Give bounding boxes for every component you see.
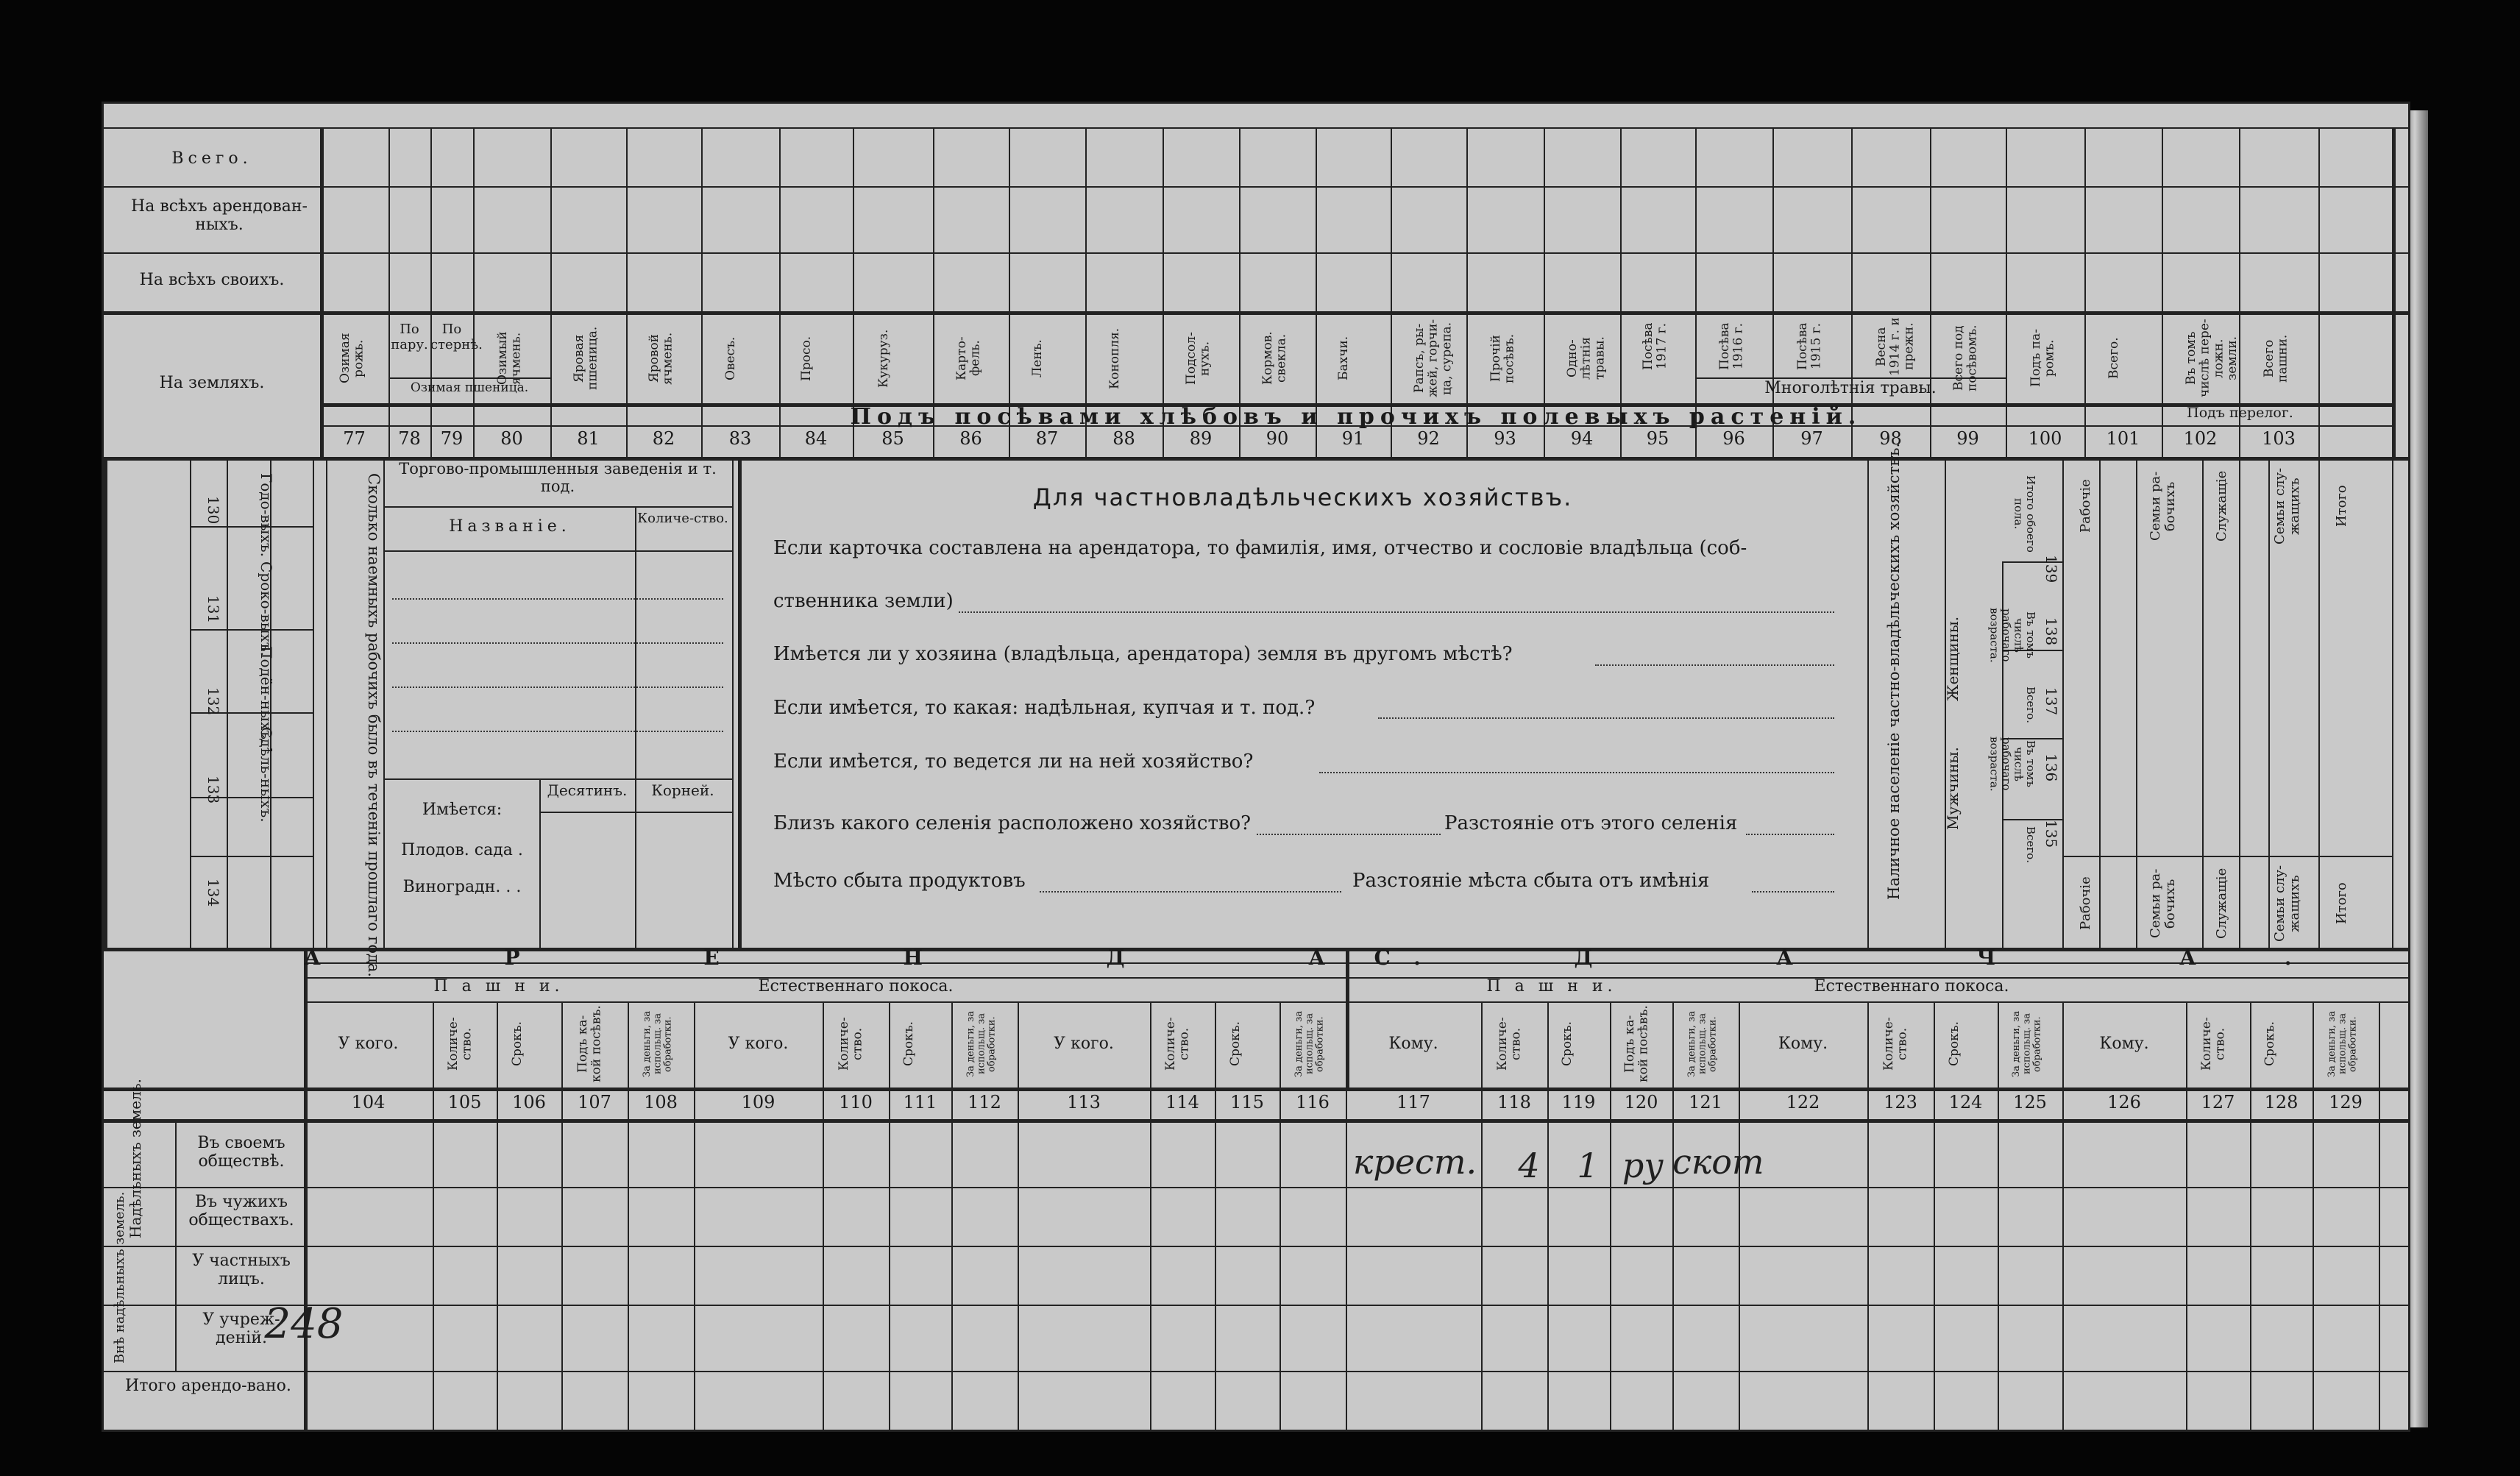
- handwritten-margin-number: 248: [264, 1300, 344, 1348]
- bottom-header-26: За деньги, за испольщ. за обработки.: [2326, 1011, 2359, 1078]
- horizontal-rule: [175, 1246, 304, 1247]
- row-line: [104, 252, 2408, 254]
- right-header-top-4: Семьи слу-жащихъ: [2272, 467, 2302, 545]
- bottom-header-1: У кого.: [338, 1035, 399, 1053]
- crop-header-13: Подсол-нухъ.: [1184, 332, 1213, 385]
- row-row-inst: У учреж-денiй.: [202, 1310, 280, 1348]
- bottom-header-10: У кого.: [1054, 1035, 1114, 1053]
- col-number-87: 87: [1035, 428, 1059, 449]
- enterprises-split: [635, 506, 636, 782]
- dotted-line: [1595, 664, 1834, 666]
- row-row-other: Въ чужихъ обществахъ.: [188, 1193, 294, 1230]
- bottom-column-rule: [1279, 1001, 1281, 1430]
- arenda-pokos: Естественнаго покоса.: [758, 977, 954, 996]
- col-number-80: 80: [500, 428, 523, 449]
- women-total: Всего.: [2024, 686, 2037, 723]
- row-total-rented: Итого арендо-вано.: [125, 1377, 291, 1395]
- bottom-group-split: [175, 1119, 177, 1371]
- men-label: Мужчины.: [1944, 747, 1962, 830]
- col-number-98: 98: [1879, 428, 1902, 449]
- bottom-col-number-129: 129: [2329, 1092, 2363, 1113]
- mid-column-rule: [2062, 457, 2064, 948]
- bottom-col-number-112: 112: [968, 1092, 1001, 1113]
- sdacha-banner: С Д А Ч А.: [1374, 945, 2380, 970]
- bottom-row-line: [104, 1246, 2408, 1247]
- bottom-col-number-113: 113: [1067, 1092, 1101, 1113]
- bottom-column-rule: [1867, 1001, 1869, 1430]
- question-owner-b: ственника земли): [773, 590, 954, 612]
- bottom-col-number-107: 107: [578, 1092, 611, 1113]
- bottom-column-rule: [1018, 1001, 1019, 1430]
- mid-column-rule: [2318, 457, 2320, 948]
- bottom-col-number-117: 117: [1396, 1092, 1430, 1113]
- col-number-95: 95: [1646, 428, 1669, 449]
- bottom-column-rule: [433, 1001, 434, 1430]
- bottom-column-rule: [2250, 1001, 2251, 1430]
- col-number-94: 94: [1570, 428, 1594, 449]
- col-number-83: 83: [728, 428, 752, 449]
- dotted-line: [1378, 717, 1834, 719]
- enterprises-line: [385, 506, 732, 508]
- handwritten-who: крест.: [1352, 1142, 1477, 1182]
- col-number-99: 99: [1956, 428, 1979, 449]
- crop-header-1: Озимая рожь.: [337, 333, 366, 384]
- sdacha-pashni: П а ш н и.: [1486, 977, 1617, 996]
- handwritten-term: 1: [1577, 1146, 1599, 1185]
- population-number-138: 138: [2042, 617, 2060, 646]
- bottom-header-21: Срокъ.: [1946, 1021, 1962, 1067]
- col-number-79: 79: [440, 428, 464, 449]
- bottom-col-number-127: 127: [2201, 1092, 2235, 1113]
- question-land-type: Если имѣется, то какая: надѣльная, купчая и т. под.?: [773, 697, 1316, 719]
- row-label-rented: На всѣхъ арендован-ныхъ.: [131, 197, 308, 235]
- crop-header-24: Подъ па-ромъ.: [2028, 329, 2057, 388]
- bottom-header-8: Срокъ.: [901, 1021, 916, 1067]
- right-header-bottom-1: Рабочiе: [2078, 876, 2093, 931]
- right-header-bottom-2: Семьи ра-бочихъ: [2148, 868, 2178, 939]
- bottom-col-number-124: 124: [1948, 1092, 1983, 1113]
- bottom-col-number-125: 125: [2013, 1092, 2047, 1113]
- right-header-top-2: Семьи ра-бочихъ: [2148, 471, 2178, 542]
- crop-header-12: Конопля.: [1107, 327, 1122, 389]
- crop-header-7: Овесъ.: [723, 336, 738, 380]
- bottom-header-16: Срокъ.: [1559, 1021, 1575, 1067]
- bottom-header-22: За деньги, за испольщ. за обработки.: [2011, 1011, 2043, 1078]
- crop-header-15: Бахчи.: [1336, 336, 1351, 381]
- col-number-101: 101: [2106, 428, 2140, 449]
- livestock-number-132: 132: [205, 686, 222, 716]
- enterprise-dotted-row: [392, 642, 723, 644]
- enterprise-dotted-row: [392, 598, 723, 600]
- crop-header-22: Весна 1914 г. и прежн.: [1873, 317, 1916, 376]
- bottom-column-rule: [1215, 1001, 1216, 1430]
- handwritten-qty: 4: [1518, 1146, 1540, 1185]
- question-village: Близъ какого селенiя расположено хозяйство?: [773, 812, 1252, 834]
- crop-header-9: Кукуруз.: [876, 329, 891, 388]
- bottom-column-rule: [1346, 1001, 1347, 1430]
- vineyard-label: Виноградн. . .: [402, 878, 522, 896]
- dotted-line: [1257, 834, 1441, 835]
- bottom-header-15: Количе-ство.: [1495, 1017, 1524, 1071]
- mid-column-rule: [732, 457, 734, 948]
- mid-column-rule: [1945, 457, 1946, 948]
- has-label: Имѣется:: [422, 801, 503, 819]
- bottom-col-number-105: 105: [447, 1092, 482, 1113]
- bottom-header-25: Срокъ.: [2262, 1021, 2277, 1067]
- row-row-own: Въ своемъ обществѣ.: [197, 1134, 285, 1171]
- bottom-col-number-108: 108: [644, 1092, 678, 1113]
- mid-column-rule: [190, 457, 191, 948]
- col-number-102: 102: [2183, 428, 2218, 449]
- col-number-81: 81: [577, 428, 600, 449]
- livestock-header-3: Подён-ныхъ.: [258, 646, 275, 745]
- crop-header-11: Ленъ.: [1030, 339, 1045, 377]
- bottom-header-9: За деньги, за испольщ. за обработки.: [965, 1011, 998, 1078]
- livestock-row: [190, 856, 313, 857]
- col-number-86: 86: [959, 428, 982, 449]
- right-column-rule: [2268, 457, 2270, 948]
- right-header-top-1: Рабочiе: [2078, 479, 2093, 533]
- dotted-line: [959, 611, 1834, 613]
- col-number-92: 92: [1417, 428, 1440, 449]
- bottom-column-rule: [561, 1001, 563, 1430]
- crop-header-6: Яровой ячмень.: [647, 332, 675, 385]
- population-number-136: 136: [2042, 753, 2060, 782]
- bottom-header-3: Срокъ.: [510, 1021, 525, 1067]
- bottom-row-line: [104, 1187, 2408, 1188]
- group-winter-wheat: Озимая пшеница.: [410, 380, 529, 395]
- bottom-row-line: [104, 1305, 2408, 1306]
- bottom-col-number-123: 123: [1884, 1092, 1917, 1113]
- bottom-header-17: Подъ ка-кой посѣвъ.: [1622, 1005, 1651, 1083]
- livestock-number-131: 131: [205, 595, 222, 624]
- bottom-column-rule: [2186, 1001, 2187, 1430]
- crop-header-20: Посѣва 1916 г.: [1717, 322, 1746, 371]
- bottom-column-rule: [823, 1001, 824, 1430]
- roots-header: Корней.: [651, 781, 714, 799]
- census-card: [102, 102, 2410, 1432]
- bottom-col-number-104: 104: [351, 1092, 386, 1113]
- enterprises-name-header: Названiе.: [449, 517, 571, 536]
- crop-header-10: Карто-фель.: [954, 336, 983, 380]
- crop-header-17: Прочiй посѣвъ.: [1488, 333, 1517, 383]
- bottom-column-rule: [694, 1001, 695, 1430]
- row-label-lands: На земляхъ.: [159, 374, 265, 392]
- row-row-private: У частныхъ лицъ.: [192, 1252, 291, 1289]
- mid-column-rule: [738, 457, 742, 948]
- crop-header-27: Всего пашни.: [2262, 334, 2290, 383]
- enterprises-line: [385, 550, 732, 552]
- col-number-85: 85: [881, 428, 904, 449]
- bottom-column-rule: [1610, 1001, 1611, 1430]
- right-column-rule: [2136, 457, 2137, 948]
- bottom-col-number-115: 115: [1230, 1092, 1264, 1113]
- group-perennial-grasses: Многолѣтнiя травы.: [1764, 379, 1937, 397]
- bottom-column-rule: [2062, 1001, 2064, 1430]
- enterprises-title: Торгово-промышленныя заведенiя и т. под.: [399, 460, 717, 496]
- plantings-header-line: [539, 812, 732, 813]
- group-fallow: Подъ перелог.: [2187, 405, 2293, 421]
- men-total: Всего.: [2024, 826, 2037, 863]
- question-market-distance: Разстоянiе мѣста сбыта отъ имѣнiя: [1352, 870, 1710, 892]
- col-number-89: 89: [1189, 428, 1213, 449]
- women-working-age: Въ томъ числѣ рабочаго возраста.: [1987, 607, 2037, 663]
- question-other-land: Имѣется ли у хозяина (владѣльца, арендатора) земля въ другомъ мѣстѣ?: [773, 643, 1513, 665]
- bottom-column-rule: [1739, 1001, 1740, 1430]
- livestock-number-133: 133: [205, 775, 222, 804]
- bottom-header-14: Кому.: [1388, 1035, 1438, 1053]
- bottom-column-rule: [1934, 1001, 1935, 1430]
- bottom-col-number-109: 109: [741, 1092, 775, 1113]
- population-number-137: 137: [2042, 686, 2060, 716]
- handwritten-type: ру: [1622, 1146, 1664, 1185]
- crop-header-26: Въ томъ числѣ пере-ложн. земли.: [2183, 319, 2240, 398]
- bottom-col-number-122: 122: [1786, 1092, 1820, 1113]
- plantings-split: [635, 778, 636, 948]
- mid-column-rule: [2392, 457, 2393, 948]
- enterprises-qty-header: Количе-ство.: [637, 511, 728, 526]
- col-number-88: 88: [1112, 428, 1135, 449]
- bottom-col-number-126: 126: [2107, 1092, 2141, 1113]
- bottom-header-19: Кому.: [1778, 1035, 1828, 1053]
- bottom-column-rule: [628, 1001, 629, 1430]
- col-number-100: 100: [2028, 428, 2062, 449]
- group-non-allotted-land: Внѣ надѣльныхъ земель.: [112, 1191, 127, 1363]
- col-number-84: 84: [804, 428, 828, 449]
- bottom-header-7: Количе-ство.: [837, 1017, 865, 1071]
- row-label-total: Всего.: [171, 149, 252, 168]
- desyatin-header: Десятинъ.: [547, 781, 628, 799]
- group-allotted-land: Надѣльныхъ земель.: [127, 1078, 144, 1238]
- bottom-header-2: Количе-ство.: [445, 1017, 475, 1071]
- livestock-header-1: Годо-выхъ.: [258, 473, 275, 557]
- bottom-header-5: За деньги, за испольщ. за обработки.: [642, 1011, 674, 1078]
- dotted-line: [1746, 834, 1834, 835]
- question-village-distance: Разстоянiе отъ этого селенiя: [1444, 812, 1738, 834]
- crop-header-5: Яровая пшеница.: [571, 326, 600, 391]
- bottom-col-number-116: 116: [1296, 1092, 1330, 1113]
- form-title: Для частновладѣльческихъ хозяйствъ.: [1032, 483, 1573, 511]
- bottom-header-13: За деньги, за испольщ. за обработки.: [1293, 1011, 1326, 1078]
- crop-header-25: Всего.: [2106, 337, 2121, 380]
- livestock-header-4: Сдѣль-ныхъ.: [258, 727, 275, 823]
- bottom-header-23: Кому.: [2099, 1035, 2149, 1053]
- col-number-78: 78: [398, 428, 421, 449]
- bottom-column-rule: [497, 1001, 498, 1430]
- bottom-column-rule: [304, 1001, 305, 1430]
- bottom-header-11: Количе-ство.: [1163, 1017, 1192, 1071]
- crop-header-3: По стернѣ.: [430, 322, 483, 352]
- crop-header-4: Озимый ячмень.: [494, 331, 524, 386]
- col-number-103: 103: [2262, 428, 2296, 449]
- arenda-banner: А Р Е Н Д А.: [304, 945, 1509, 970]
- bottom-col-number-114: 114: [1165, 1092, 1199, 1113]
- row-line: [104, 311, 2408, 315]
- sdacha-pokos: Естественнаго покоса.: [1814, 977, 2009, 996]
- crop-header-16: Рапсъ, ры-жей, горчи-ца, сурепа.: [1411, 319, 1454, 398]
- col-number-90: 90: [1266, 428, 1289, 449]
- col-number-96: 96: [1722, 428, 1745, 449]
- bottom-column-rule: [1150, 1001, 1151, 1430]
- livestock-number-130: 130: [205, 495, 222, 525]
- livestock-number-134: 134: [205, 878, 222, 907]
- col-number-97: 97: [1800, 428, 1823, 449]
- bottom-col-number-128: 128: [2264, 1092, 2299, 1113]
- bottom-column-rule: [951, 1001, 953, 1430]
- bottom-header-24: Количе-ство.: [2198, 1017, 2228, 1071]
- mid-column-rule: [1867, 457, 1869, 948]
- col-number-93: 93: [1494, 428, 1516, 449]
- dotted-line: [1319, 772, 1834, 773]
- dotted-line: [1040, 891, 1341, 893]
- bottom-header-4: Подъ ка-кой посѣвъ.: [575, 1005, 604, 1083]
- bottom-col-number-118: 118: [1497, 1092, 1531, 1113]
- right-header-top-3: Служащiе: [2214, 470, 2229, 542]
- population-title: Наличное населенiе частно-владѣльческихъ хозяйствъ.: [1885, 442, 1903, 900]
- crop-header-18: Одно-лѣтнiя травы.: [1565, 336, 1608, 380]
- right-header-top-5: Итого: [2334, 485, 2349, 528]
- row-line: [104, 186, 2408, 188]
- hired-workers-title: Сколько наемныхъ рабочихъ было въ теченiи прошлаго года.: [365, 473, 383, 978]
- question-market: Мѣсто сбыта продуктовъ: [773, 870, 1026, 892]
- right-header-bottom-4: Семьи слу-жащихъ: [2272, 865, 2302, 943]
- mid-column-rule: [227, 457, 228, 948]
- right-headers-line: [2062, 856, 2392, 857]
- col-number-91: 91: [1341, 428, 1365, 449]
- right-header-bottom-3: Служащiе: [2214, 867, 2229, 940]
- arenda-pashni: П а ш н и.: [433, 977, 564, 996]
- crop-header-8: Просо.: [799, 336, 814, 381]
- bottom-column-rule: [1672, 1001, 1674, 1430]
- bottom-column-rule: [1998, 1001, 1999, 1430]
- crop-header-19: Посѣва 1917 г.: [1641, 322, 1669, 371]
- dotted-line: [1752, 891, 1834, 893]
- top-column-rule: [2392, 127, 2396, 457]
- men-working-age: Въ томъ числѣ рабочаго возраста.: [1987, 736, 2037, 792]
- banner-sowings: Подъ посѣвами хлѣбовъ и прочихъ полевыхъ растенiй.: [850, 404, 1862, 430]
- bottom-column-rule: [1547, 1001, 1549, 1430]
- crop-header-2: По пару.: [391, 322, 428, 352]
- col-number-82: 82: [652, 428, 675, 449]
- mid-column-rule: [313, 457, 314, 948]
- top-border: [104, 127, 2408, 129]
- bottom-header-12: Срокъ.: [1228, 1021, 1243, 1067]
- bottom-column-rule: [1481, 1001, 1483, 1430]
- bottom-row-line: [104, 1371, 2408, 1372]
- bottom-col-number-121: 121: [1689, 1092, 1722, 1113]
- enterprise-dotted-row: [392, 686, 723, 688]
- handwritten-payment: скот: [1672, 1142, 1764, 1182]
- bottom-column-rule: [2379, 1001, 2380, 1430]
- bottom-header-6: У кого.: [728, 1035, 789, 1053]
- right-column-rule: [2202, 457, 2204, 948]
- crop-header-23: Всего под посѣвомъ.: [1951, 324, 1980, 392]
- question-farming: Если имѣется, то ведется ли на ней хозяйство?: [773, 751, 1254, 773]
- enterprise-dotted-row: [392, 731, 723, 732]
- population-number-135: 135: [2042, 819, 2060, 848]
- total-both-sexes: Итого обоего пола.: [2012, 475, 2037, 553]
- question-owner-a: Если карточка составлена на арендатора, то фамилiя, имя, отчество и сословiе владѣльца (соб-: [773, 537, 1747, 559]
- bottom-col-number-110: 110: [839, 1092, 873, 1113]
- bottom-col-number-111: 111: [903, 1092, 937, 1113]
- orchard-label: Плодов. сада .: [401, 841, 523, 859]
- bottom-header-18: За деньги, за испольщ. за обработки.: [1686, 1011, 1719, 1078]
- crop-header-21: Посѣва 1915 г.: [1795, 322, 1824, 371]
- mid-left-border: [104, 457, 107, 948]
- subgroup-line: [304, 1001, 2408, 1003]
- bottom-col-number-119: 119: [1561, 1092, 1596, 1113]
- bottom-column-rule: [889, 1001, 890, 1430]
- col-number-77: 77: [343, 428, 366, 449]
- row-label-own: На всѣхъ своихъ.: [139, 271, 285, 289]
- plantings-split: [539, 778, 541, 948]
- right-header-bottom-5: Итого: [2334, 882, 2349, 925]
- livestock-header-2: Сроко-выхъ.: [258, 561, 275, 656]
- bottom-col-number-120: 120: [1624, 1092, 1658, 1113]
- bottom-header-20: Количе-ство.: [1881, 1017, 1910, 1071]
- crop-header-14: Кормов. свекла.: [1260, 331, 1289, 386]
- women-label: Женщины.: [1944, 616, 1962, 701]
- bottom-col-number-106: 106: [512, 1092, 546, 1113]
- bottom-column-rule: [2313, 1001, 2314, 1430]
- plantings-line: [385, 778, 732, 780]
- population-number-139: 139: [2042, 554, 2060, 583]
